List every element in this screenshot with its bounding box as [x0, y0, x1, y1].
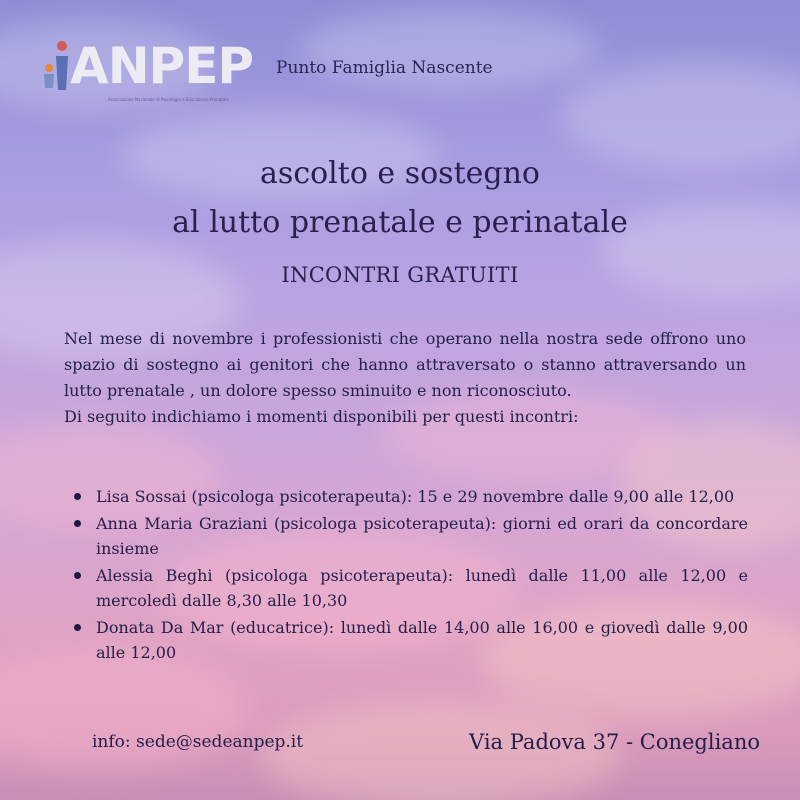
headline-line-2: al lutto prenatale e perinatale — [172, 205, 628, 240]
family-figure-icon — [40, 38, 74, 94]
schedule-item-text: Anna Maria Graziani (psicologa psicoterapeuta): giorni ed orari da concordare insieme — [96, 514, 748, 558]
logo-subtitle: Associazione Nazionale di Psicologia e Educazione Prenatale — [108, 97, 229, 102]
schedule-item-text: Lisa Sossai (psicologa psicoterapeuta): 15 e 29 novembre dalle 9,00 alle 12,00 — [96, 487, 735, 506]
anpep-logo — [40, 34, 253, 104]
headline-free-meetings: INCONTRI GRATUITI — [281, 263, 519, 287]
address: Via Padova 37 - Conegliano — [469, 730, 760, 754]
schedule-item-text: Donata Da Mar (educatrice): lunedì dalle 14,00 alle 16,00 e giovedì dalle 9,00 alle 12,00 — [96, 618, 748, 662]
intro-paragraph: Nel mese di novembre i professionisti che operano nella nostra sede offrono uno spazio di sostegno ai genitori che hanno attraversato o stanno attraversando un lutto prenatale , un dolore spesso sminuito e non riconosciuto. — [64, 329, 746, 400]
schedule-list — [72, 484, 748, 667]
bullet-icon — [74, 624, 81, 631]
bullet-icon — [74, 572, 81, 579]
schedule-item — [72, 563, 748, 613]
contact-email: info: sede@sedeanpep.it — [92, 732, 304, 752]
schedule-item — [72, 615, 748, 665]
logo-text: ANPEP — [70, 37, 253, 95]
headline-line-1: ascolto e sostegno — [260, 156, 540, 191]
availability-line: Di seguito indichiamo i momenti disponibili per questi incontri: — [64, 407, 579, 426]
intro-text — [64, 326, 746, 430]
bullet-icon — [74, 493, 81, 500]
bullet-icon — [74, 520, 81, 527]
schedule-item-text: Alessia Beghi (psicologa psicoterapeuta): lunedì dalle 11,00 alle 12,00 e mercoledì dalle 8,30 alle 10,30 — [96, 566, 748, 610]
header-subtitle: Punto Famiglia Nascente — [276, 58, 493, 78]
schedule-item — [72, 511, 748, 561]
schedule-item — [72, 484, 748, 509]
